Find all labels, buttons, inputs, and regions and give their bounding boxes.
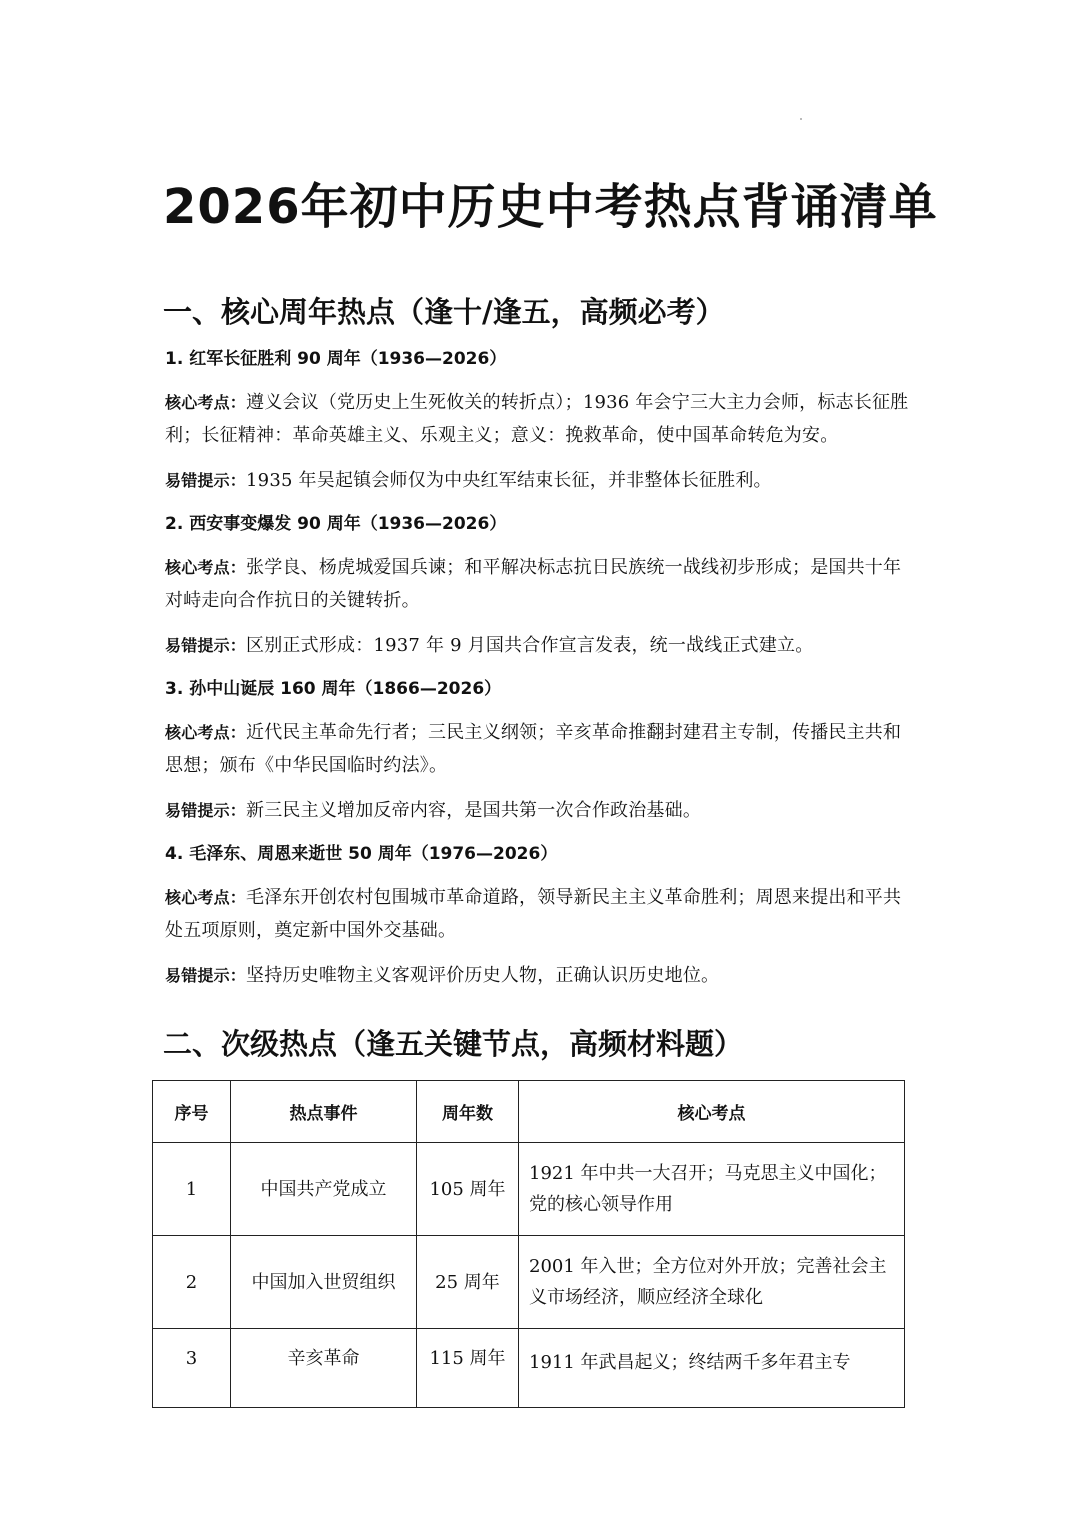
cell-years: 25 周年 — [417, 1236, 519, 1329]
core-text: 遵义会议（党历史上生死攸关的转折点）；1936 年会宁三大主力会师，标志长征胜利；长征精神：革命英雄主义、乐观主义；意义：挽救革命，使中国革命转危为安。 — [165, 392, 909, 446]
error-tip — [165, 959, 910, 992]
page-title: 2026年初中历史中考热点背诵清单 — [163, 179, 938, 235]
error-tip — [165, 464, 910, 497]
tip-text: 区别正式形成：1937 年 9 月国共合作宣言发表，统一战线正式建立。 — [246, 635, 814, 656]
core-text: 张学良、杨虎城爱国兵谏；和平解决标志抗日民族统一战线初步形成；是国共十年对峙走向合作抗日的关键转折。 — [165, 557, 902, 611]
core-label: 核心考点： — [165, 393, 247, 412]
event-title: 3. 孙中山诞辰 160 周年（1866—2026） — [165, 679, 502, 699]
core-points — [165, 716, 910, 782]
cell-event: 中国加入世贸组织 — [231, 1236, 417, 1329]
cell-no: 3 — [153, 1329, 231, 1408]
column-header-points: 核心考点 — [519, 1081, 905, 1143]
table-row — [153, 1329, 905, 1408]
column-header-years: 周年数 — [417, 1081, 519, 1143]
tip-text: 新三民主义增加反帝内容，是国共第一次合作政治基础。 — [246, 800, 702, 821]
error-tip — [165, 629, 910, 662]
scan-speck — [800, 118, 802, 120]
event-title: 4. 毛泽东、周恩来逝世 50 周年（1976—2026） — [165, 844, 558, 864]
core-label: 核心考点： — [165, 888, 247, 907]
table-row — [153, 1143, 905, 1236]
cell-points: 1911 年武昌起义；终结两千多年君主专 — [519, 1329, 905, 1408]
event-title: 2. 西安事变爆发 90 周年（1936—2026） — [165, 514, 507, 534]
section-heading-core-anniversaries: 一、核心周年热点（逢十/逢五，高频必考） — [163, 295, 725, 329]
core-text: 近代民主革命先行者；三民主义纲领；辛亥革命推翻封建君主专制，传播民主共和思想；颁布《中华民国临时约法》。 — [165, 722, 902, 776]
tip-label: 易错提示： — [165, 471, 247, 490]
table-header-row — [153, 1081, 905, 1143]
event-item — [165, 676, 910, 827]
core-text: 毛泽东开创农村包围城市革命道路，领导新民主主义革命胜利；周恩来提出和平共处五项原则，奠定新中国外交基础。 — [165, 887, 902, 941]
tip-text: 1935 年吴起镇会师仅为中央红军结束长征，并非整体长征胜利。 — [246, 470, 772, 491]
core-points — [165, 386, 910, 452]
cell-event: 辛亥革命 — [231, 1329, 417, 1408]
column-header-no: 序号 — [153, 1081, 231, 1143]
hotspot-table — [152, 1080, 905, 1408]
cell-years: 115 周年 — [417, 1329, 519, 1408]
section-heading-secondary-hotspots: 二、次级热点（逢五关键节点，高频材料题） — [163, 1027, 744, 1061]
cell-points: 1921 年中共一大召开；马克思主义中国化；党的核心领导作用 — [519, 1143, 905, 1236]
event-item — [165, 346, 910, 497]
cell-no: 2 — [153, 1236, 231, 1329]
cell-years: 105 周年 — [417, 1143, 519, 1236]
table-row — [153, 1236, 905, 1329]
core-label: 核心考点： — [165, 558, 247, 577]
event-item — [165, 511, 910, 662]
error-tip — [165, 794, 910, 827]
event-item — [165, 841, 910, 992]
tip-text: 坚持历史唯物主义客观评价历史人物，正确认识历史地位。 — [246, 965, 720, 986]
tip-label: 易错提示： — [165, 801, 247, 820]
event-title: 1. 红军长征胜利 90 周年（1936—2026） — [165, 349, 507, 369]
column-header-event: 热点事件 — [231, 1081, 417, 1143]
cell-event: 中国共产党成立 — [231, 1143, 417, 1236]
core-points — [165, 551, 910, 617]
tip-label: 易错提示： — [165, 966, 247, 985]
core-points — [165, 881, 910, 947]
tip-label: 易错提示： — [165, 636, 247, 655]
event-list — [165, 346, 910, 1006]
cell-points: 2001 年入世；全方位对外开放；完善社会主义市场经济，顺应经济全球化 — [519, 1236, 905, 1329]
cell-no: 1 — [153, 1143, 231, 1236]
core-label: 核心考点： — [165, 723, 247, 742]
